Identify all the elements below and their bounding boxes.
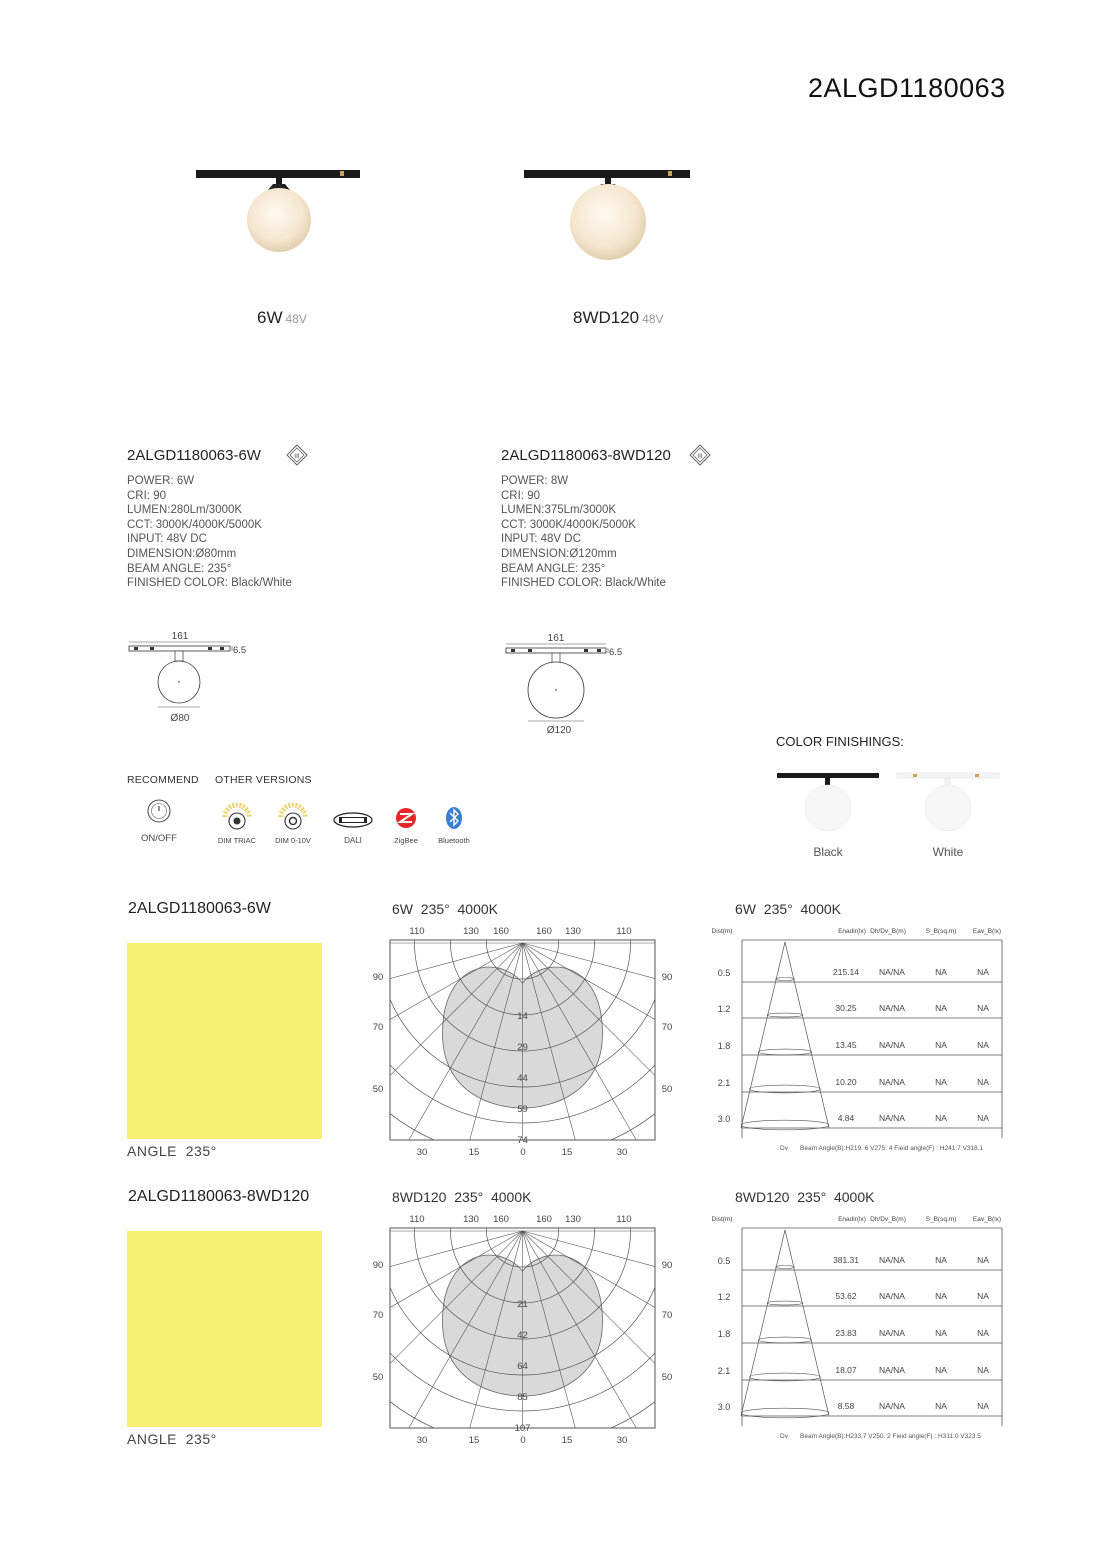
side-tick-label-left: 70 [372,1310,384,1321]
cone-enadir: 30.25 [835,1003,857,1013]
bottom-tick-label: 30 [616,1435,628,1446]
cone-s-b: NA [935,1003,947,1013]
cone-dist: 2.1 [717,1366,731,1376]
bottom-tick-label: 15 [468,1435,480,1446]
zigbee-icon [386,804,426,831]
cone-dist: 1.8 [717,1041,731,1051]
cone-edge [741,1230,785,1416]
cone-header: Dist(m) [711,928,733,935]
cone-dh-dv: NA/NA [879,1113,905,1123]
cone-title: 8WD120 235° 4000K [735,1189,875,1205]
cone-dh-dv: NA/NA [879,1003,905,1013]
radial-value-label: 14 [517,1011,528,1022]
cone-ellipse [741,1408,829,1418]
class-iii-icon [286,444,308,466]
cone-s-b: NA [935,1255,947,1265]
cone-enadir: 381.31 [833,1255,859,1265]
spec-finished-color: FINISHED COLOR: Black/White [501,577,666,590]
variant-label-8wd120 [573,308,664,328]
cone-s-b: NA [935,1365,947,1375]
cone-edge [785,1230,829,1416]
cone-eav: NA [977,1365,989,1375]
cone-ellipse [767,1013,803,1017]
spec-power: POWER: 6W [127,475,195,487]
dali-label: DALI [344,836,362,845]
cone-header: S_B(sq.m) [925,1216,957,1223]
power-switch-icon [135,798,183,828]
svg-text:6.5: 6.5 [609,647,623,658]
polar-diagram [365,920,685,1165]
side-tick-label-left: 50 [372,1084,384,1095]
top-tick-label: 130 [565,1214,581,1225]
top-tick-label: 130 [463,1214,479,1225]
cone-ellipse [767,1301,803,1305]
variant-voltage: 48V [642,312,664,326]
side-tick-label-left: 50 [372,1372,384,1383]
class-iii-icon [689,444,711,466]
cone-enadir: 8.58 [837,1401,855,1411]
cone-eav: NA [977,1003,989,1013]
other-versions-heading: OTHER VERSIONS [215,774,312,786]
variant-voltage: 48V [285,312,307,326]
color-finishings-heading: COLOR FINISHINGS: [776,734,904,749]
cone-footer: Beam Angle(B):H219. 6 V275. 4 Fieid angle(F) : H241.7 V318.1 [800,1145,984,1152]
cone-dist: 2.1 [717,1078,731,1088]
cone-ellipse [758,1049,811,1055]
spec-beam-angle: BEAM ANGLE: 235° [501,562,606,575]
spec-cri: CRI: 90 [501,489,540,502]
spec-list-6w [127,474,292,591]
cone-dh-dv: NA/NA [879,967,905,977]
svg-text:161: 161 [171,631,189,642]
zigbee-label: ZigBee [394,836,418,845]
cone-dist: 0.5 [717,1256,731,1266]
cone-ellipse [741,1120,829,1130]
variant-power: 8WD120 [573,308,640,327]
control-dim-triac [214,803,260,845]
bottom-tick-label: 0 [520,1435,526,1446]
light-swatch [127,943,322,1139]
svg-text:161: 161 [547,633,565,644]
cone-enadir: 23.83 [835,1328,857,1338]
spec-input: INPUT: 48V DC [501,533,581,546]
spec-cri: CRI: 90 [127,489,166,502]
spec-dimension: DIMENSION:Ø80mm [127,547,237,560]
top-tick-label: 160 [536,1214,552,1225]
photometric-title-6w: 2ALGD1180063-6W [128,900,271,917]
top-tick-label: 160 [536,926,552,937]
polar-title: 6W 235° 4000K [392,901,498,917]
bottom-tick-label: 30 [616,1147,628,1158]
cone-dist: 1.2 [717,1292,731,1302]
product-image-6w [190,160,370,260]
cone-dh-dv: NA/NA [879,1328,905,1338]
svg-text:III: III [697,453,703,460]
control-zigbee [386,804,426,845]
side-tick-label-right: 70 [661,1310,673,1321]
angle-label: ANGLE 235° [127,1143,217,1159]
cone-dh-dv: NA/NA [879,1077,905,1087]
bottom-tick-label: 15 [561,1435,573,1446]
cone-s-b: NA [935,1328,947,1338]
cone-header: Eav_B(lx) [972,928,1002,935]
radial-value-label: 64 [517,1361,528,1372]
cone-dist: 3.0 [717,1114,731,1124]
cone-dh-dv: NA/NA [879,1365,905,1375]
cone-s-b: NA [935,1291,947,1301]
cone-dh-dv: NA/NA [879,1040,905,1050]
side-tick-label-right: 90 [661,972,673,983]
bottom-tick-label: 15 [561,1147,573,1158]
spec-list-8wd120 [501,474,666,591]
top-tick-label: 130 [565,926,581,937]
spec-title-6w: 2ALGD1180063-6W [127,447,261,464]
finish-label-black: Black [813,845,843,859]
spec-power: POWER: 8W [501,475,569,487]
spec-cct: CCT: 3000K/4000K/5000K [127,518,262,531]
spec-title-8wd120: 2ALGD1180063-8WD120 [501,447,671,464]
recommend-heading: RECOMMEND [127,774,199,786]
cone-eav: NA [977,1077,989,1087]
spec-lumen: LUMEN:280Lm/3000K [127,504,243,517]
svg-text:6.5: 6.5 [233,645,247,656]
product-image-8wd120 [520,160,700,270]
cone-eav: NA [977,1040,989,1050]
bottom-tick-label: 0 [520,1147,526,1158]
cone-dist: 1.2 [717,1004,731,1014]
svg-text:Ø120: Ø120 [546,725,572,736]
svg-text:III: III [294,453,300,460]
top-tick-label: 160 [493,1214,509,1225]
side-tick-label-left: 70 [372,1022,384,1033]
radial-value-label: 29 [517,1042,528,1053]
side-tick-label-right: 90 [661,1260,673,1271]
side-tick-label-right: 70 [661,1022,673,1033]
cone-eav: NA [977,967,989,977]
cone-ellipse [776,978,795,981]
cone-s-b: NA [935,1113,947,1123]
top-tick-label: 110 [616,926,632,937]
cone-footer-dv: Dv [780,1145,788,1152]
dim-triac-label: DIM TRIAC [217,836,257,845]
side-tick-label-right: 50 [661,1372,673,1383]
cone-dh-dv: NA/NA [879,1291,905,1301]
radial-value-label: 85 [517,1392,528,1403]
cone-header: S_B(sq.m) [925,928,957,935]
cone-s-b: NA [935,1077,947,1087]
cone-s-b: NA [935,1040,947,1050]
side-tick-label-right: 50 [661,1084,673,1095]
cone-eav: NA [977,1291,989,1301]
cone-header: Dh/Dv_B(m) [870,1216,906,1223]
cone-header: Dh/Dv_B(m) [870,928,906,935]
finish-label-white: White [932,845,964,859]
bottom-tick-label: 15 [468,1147,480,1158]
cone-enadir: 13.45 [835,1040,857,1050]
cone-header: Eav_B(lx) [972,1216,1002,1223]
cone-footer-dv: Dv [780,1433,788,1440]
top-tick-label: 110 [409,926,425,937]
cone-header: Enadir(lx) [838,1216,866,1223]
bottom-tick-label: 30 [416,1147,428,1158]
dimension-drawing-6w [120,626,270,730]
variant-power: 6W [257,308,283,327]
top-tick-label: 110 [409,1214,425,1225]
cone-eav: NA [977,1401,989,1411]
on-off-label: ON/OFF [141,833,177,844]
control-dim-0-10v [270,803,316,845]
dim-0-10v-icon [270,803,316,831]
photometric-title-8wd120: 2ALGD1180063-8WD120 [128,1188,310,1205]
finish-image-black [775,768,885,838]
cone-ellipse [776,1266,795,1269]
cone-enadir: 215.14 [833,967,859,977]
radial-value-label: 59 [517,1104,528,1115]
svg-text:Ø80: Ø80 [170,713,190,724]
cone-ellipse [758,1337,811,1343]
radial-value-label: 74 [517,1135,528,1146]
control-dali [330,806,376,845]
cone-header: Dist(m) [711,1216,733,1223]
cone-enadir: 18.07 [835,1365,857,1375]
radial-value-label: 44 [517,1073,528,1084]
cone-diagram [700,920,1020,1155]
dim-triac-icon [214,803,260,831]
bluetooth-label: Bluetooth [438,836,470,845]
control-on-off [135,798,183,844]
light-swatch [127,1231,322,1427]
dali-icon [330,806,376,831]
polar-diagram [365,1208,685,1453]
cone-dh-dv: NA/NA [879,1255,905,1265]
cone-eav: NA [977,1328,989,1338]
spec-cct: CCT: 3000K/4000K/5000K [501,518,636,531]
radial-value-label: 21 [517,1299,528,1310]
cone-s-b: NA [935,967,947,977]
cone-dist: 0.5 [717,968,731,978]
spec-input: INPUT: 48V DC [127,533,207,546]
spec-beam-angle: BEAM ANGLE: 235° [127,562,232,575]
spec-lumen: LUMEN:375Lm/3000K [501,504,617,517]
spec-finished-color: FINISHED COLOR: Black/White [127,577,292,590]
side-tick-label-left: 90 [372,972,384,983]
variant-label-6w [257,308,307,328]
cone-diagram [700,1208,1020,1443]
polar-title: 8WD120 235° 4000K [392,1189,532,1205]
cone-edge [785,942,829,1128]
top-tick-label: 130 [463,926,479,937]
radial-value-label: 42 [517,1330,528,1341]
finish-image-white [895,768,1005,838]
side-tick-label-left: 90 [372,1260,384,1271]
cone-enadir: 10.20 [835,1077,857,1087]
cone-eav: NA [977,1113,989,1123]
bottom-tick-label: 30 [416,1435,428,1446]
control-bluetooth [432,804,476,845]
cone-dh-dv: NA/NA [879,1401,905,1411]
page-title: 2ALGD1180063 [808,73,1006,103]
cone-enadir: 53.62 [835,1291,857,1301]
radial-value-label: 107 [514,1423,531,1434]
top-tick-label: 160 [493,926,509,937]
dimension-drawing-8wd120 [498,628,648,740]
cone-header: Enadir(lx) [838,928,866,935]
spec-dimension: DIMENSION:Ø120mm [501,547,617,560]
cone-enadir: 4.84 [837,1113,855,1123]
cone-dist: 3.0 [717,1402,731,1412]
dim-0-10v-label: DIM 0-10V [275,836,311,845]
cone-edge [741,942,785,1128]
cone-eav: NA [977,1255,989,1265]
top-tick-label: 110 [616,1214,632,1225]
cone-footer: Beam Angle(B):H233.7 V250. 2 Fieid angle(F) : H311.0 V323.5 [800,1433,981,1440]
cone-title: 6W 235° 4000K [735,901,841,917]
angle-label: ANGLE 235° [127,1431,217,1447]
cone-s-b: NA [935,1401,947,1411]
bluetooth-icon [432,804,476,831]
cone-dist: 1.8 [717,1329,731,1339]
